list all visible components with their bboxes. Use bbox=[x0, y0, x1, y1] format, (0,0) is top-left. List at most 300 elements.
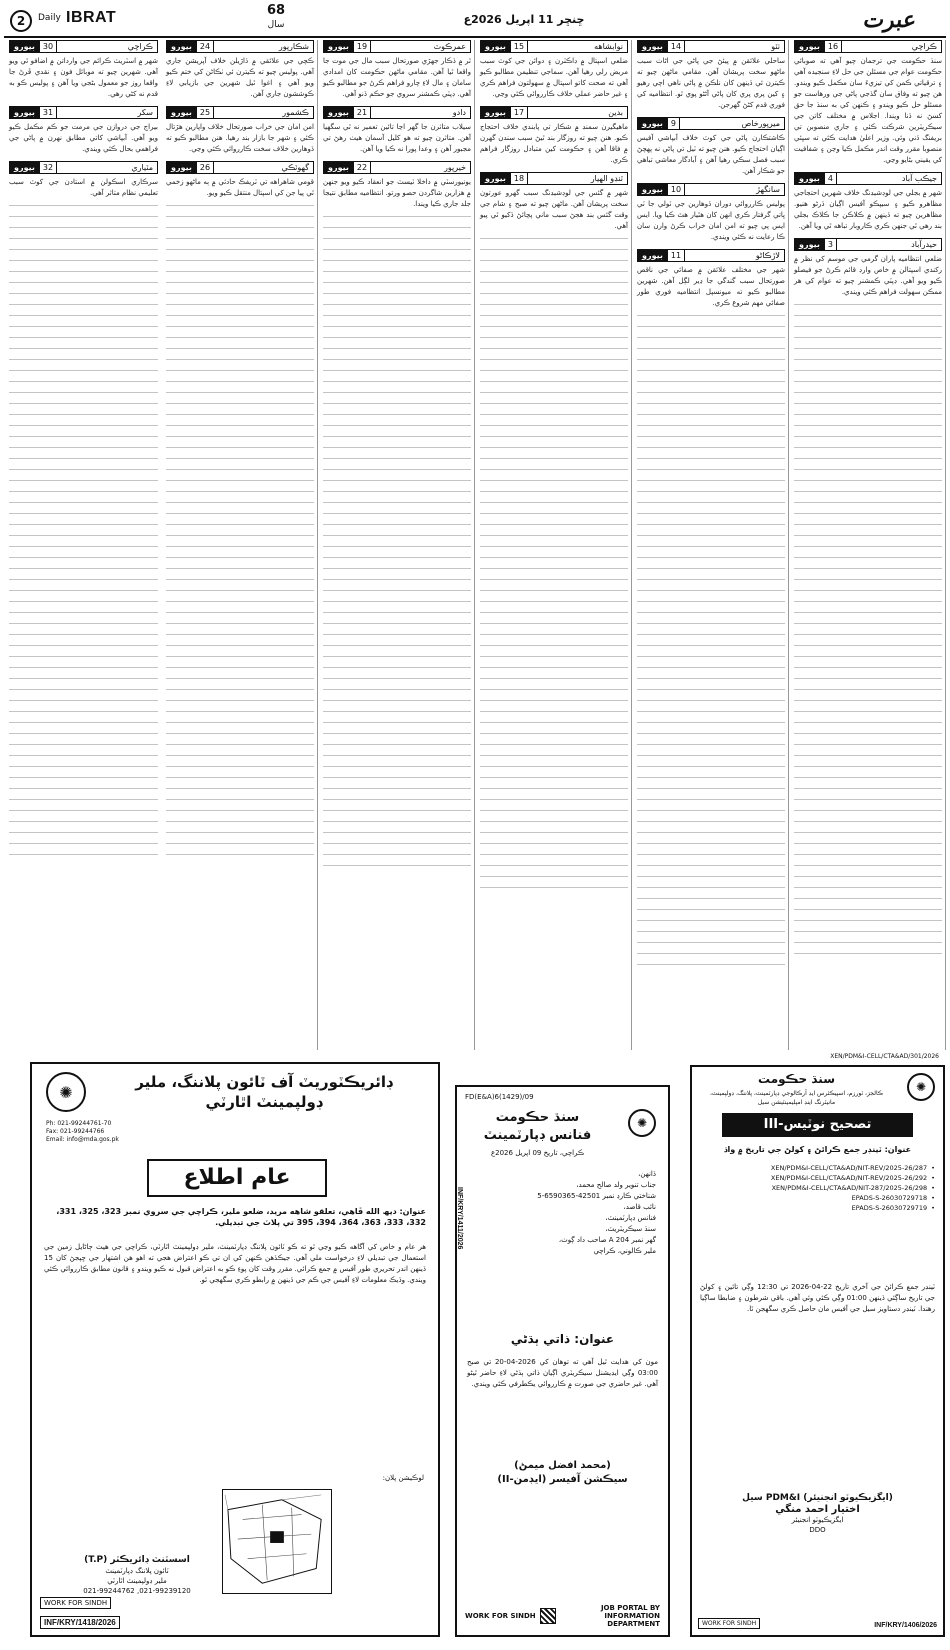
story-place: ڪراچي bbox=[911, 42, 937, 51]
text-line-placeholder bbox=[166, 733, 314, 744]
tender-number: XEN/PDM&I-CELL/CTA&AD/NIT-REV/2025-26/287 bbox=[770, 1164, 928, 1172]
news-story bbox=[323, 161, 471, 210]
text-line-placeholder bbox=[637, 810, 785, 821]
text-line-placeholder bbox=[9, 480, 158, 491]
text-line-placeholder bbox=[480, 579, 628, 590]
text-line-placeholder bbox=[480, 447, 628, 458]
text-line-placeholder bbox=[637, 612, 785, 623]
text-line-placeholder bbox=[323, 546, 471, 557]
text-line-placeholder bbox=[794, 722, 942, 733]
story-header bbox=[9, 40, 158, 53]
text-line-placeholder bbox=[323, 568, 471, 579]
text-line-placeholder bbox=[9, 370, 158, 381]
bullet-icon: • bbox=[931, 1194, 935, 1202]
text-line-placeholder bbox=[480, 766, 628, 777]
text-line-placeholder bbox=[323, 249, 471, 260]
story-place: ميرپورخاص bbox=[741, 119, 780, 128]
text-line-placeholder bbox=[480, 634, 628, 645]
sindh-govt-seal-icon: ✺ bbox=[907, 1073, 935, 1101]
text-line-placeholder bbox=[637, 953, 785, 964]
text-line-placeholder bbox=[637, 601, 785, 612]
text-line-placeholder bbox=[794, 392, 942, 403]
text-line-placeholder bbox=[166, 469, 314, 480]
corrigendum-sign-line2: DDO bbox=[809, 1526, 826, 1534]
public-notice-title: عام اطلاع bbox=[147, 1159, 327, 1197]
text-line-placeholder bbox=[794, 469, 942, 480]
text-line-placeholder bbox=[794, 656, 942, 667]
text-line-placeholder bbox=[480, 777, 628, 788]
corrigendum-dept: ڪالجز، ٽورزم، اسپيڪٽرس ايڊ آرڪالوجي ڊپارٽمينٽ، پلاننگ، ڊولپمينٽ، مانيٽرنگ اينڊ امپليمينٽيشن سيل bbox=[709, 1090, 884, 1106]
column-continuation bbox=[791, 304, 945, 964]
text-line-placeholder bbox=[794, 535, 942, 546]
story-bureau: بيورو bbox=[10, 41, 39, 52]
corrigendum-sign-line1: ايگزيڪيوٽو انجنيئر bbox=[791, 1516, 844, 1524]
text-line-placeholder bbox=[637, 469, 785, 480]
text-line-placeholder bbox=[9, 634, 158, 645]
story-place: جيڪب آباد bbox=[901, 174, 937, 183]
text-line-placeholder bbox=[9, 777, 158, 788]
text-line-placeholder bbox=[166, 568, 314, 579]
text-line-placeholder bbox=[9, 513, 158, 524]
text-line-placeholder bbox=[9, 667, 158, 678]
story-place: نوابشاهه bbox=[594, 42, 623, 51]
text-line-placeholder bbox=[480, 359, 628, 370]
text-line-placeholder bbox=[794, 359, 942, 370]
text-line-placeholder bbox=[794, 579, 942, 590]
mda-sign-phone: 021-99239120, 021-99244762 bbox=[83, 1587, 191, 1595]
news-story bbox=[637, 249, 785, 309]
text-line-placeholder bbox=[9, 249, 158, 260]
text-line-placeholder bbox=[323, 315, 471, 326]
story-number: 32 bbox=[39, 162, 57, 173]
text-line-placeholder bbox=[637, 370, 785, 381]
story-header bbox=[323, 161, 471, 174]
story-bureau: بيورو bbox=[324, 41, 353, 52]
text-line-placeholder bbox=[794, 645, 942, 656]
text-line-placeholder bbox=[9, 502, 158, 513]
work-for-sindh-badge: WORK FOR SINDH bbox=[465, 1612, 536, 1620]
text-line-placeholder bbox=[9, 755, 158, 766]
text-line-placeholder bbox=[637, 766, 785, 777]
story-text: ماهيگيرن سمنڊ ۾ شڪار تي پابندي خلاف احتجاج ڪيو. هنن چيو ته روزگار بند ٿيڻ سبب سندن گهرن ۾ فاقا آهن ۽ حڪومت کين متبادل روزگار فراهم ڪري. bbox=[480, 123, 628, 164]
text-line-placeholder bbox=[637, 568, 785, 579]
text-line-placeholder bbox=[480, 392, 628, 403]
story-text: قومي شاهراهه تي ٽريفڪ حادثي ۾ ٻه ماڻهو زخمي ٿي پيا جن کي اسپتال منتقل ڪيو ويو. bbox=[166, 178, 314, 197]
text-line-placeholder bbox=[794, 414, 942, 425]
text-line-placeholder bbox=[323, 777, 471, 788]
finance-sign-name: (محمد افضل ميمڻ) bbox=[514, 1460, 611, 1471]
text-line-placeholder bbox=[323, 447, 471, 458]
news-column bbox=[163, 40, 318, 1050]
story-header bbox=[637, 117, 785, 130]
text-line-placeholder bbox=[637, 898, 785, 909]
text-line-placeholder bbox=[166, 777, 314, 788]
text-line-placeholder bbox=[166, 722, 314, 733]
text-line-placeholder bbox=[166, 315, 314, 326]
text-line-placeholder bbox=[637, 359, 785, 370]
story-number: 19 bbox=[353, 41, 371, 52]
text-line-placeholder bbox=[480, 370, 628, 381]
text-line-placeholder bbox=[637, 502, 785, 513]
story-bureau: بيورو bbox=[638, 118, 667, 129]
text-line-placeholder bbox=[794, 788, 942, 799]
text-line-placeholder bbox=[637, 436, 785, 447]
text-line-placeholder bbox=[9, 788, 158, 799]
text-line-placeholder bbox=[9, 425, 158, 436]
text-line-placeholder bbox=[480, 337, 628, 348]
news-story bbox=[794, 40, 942, 166]
story-bureau: بيورو bbox=[638, 41, 667, 52]
story-place: حيدرآباد bbox=[911, 240, 937, 249]
news-column bbox=[791, 40, 946, 1050]
text-line-placeholder bbox=[166, 436, 314, 447]
story-text: يونيورسٽي ۾ داخلا ٽيسٽ جو انعقاد ڪيو ويو جنهن ۾ هزارين شاگردن حصو ورتو. انتظاميه مطابق نتيجا جلد جاري ڪيا ويندا. bbox=[323, 178, 471, 208]
text-line-placeholder bbox=[794, 887, 942, 898]
text-line-placeholder bbox=[323, 689, 471, 700]
text-line-placeholder bbox=[323, 458, 471, 469]
story-number: 16 bbox=[824, 41, 842, 52]
year-number: 68 bbox=[266, 3, 286, 18]
text-line-placeholder bbox=[323, 634, 471, 645]
story-header bbox=[637, 183, 785, 196]
column-continuation bbox=[634, 315, 788, 975]
tender-number: XEN/PDM&I-CELL/CTA&AD/NIT-REV/2025-26/292 bbox=[770, 1174, 928, 1182]
text-line-placeholder bbox=[637, 755, 785, 766]
text-line-placeholder bbox=[637, 425, 785, 436]
text-line-placeholder bbox=[637, 865, 785, 876]
text-line-placeholder bbox=[166, 821, 314, 832]
text-line-placeholder bbox=[166, 359, 314, 370]
text-line-placeholder bbox=[637, 788, 785, 799]
text-line-placeholder bbox=[480, 799, 628, 810]
story-bureau: بيورو bbox=[481, 107, 510, 118]
news-column bbox=[6, 40, 161, 1050]
text-line-placeholder bbox=[166, 689, 314, 700]
text-line-placeholder bbox=[794, 733, 942, 744]
text-line-placeholder bbox=[480, 513, 628, 524]
text-line-placeholder bbox=[794, 403, 942, 414]
text-line-placeholder bbox=[480, 744, 628, 755]
story-bureau: بيورو bbox=[638, 184, 667, 195]
text-line-placeholder bbox=[166, 205, 314, 216]
text-line-placeholder bbox=[166, 480, 314, 491]
text-line-placeholder bbox=[323, 425, 471, 436]
text-line-placeholder bbox=[323, 238, 471, 249]
story-text: امن امان جي خراب صورتحال خلاف واپارين هڙتال ڪئي ۽ شهر جا بازار بند رهيا. هنن مطالبو ڪيو ته ڏوهارين خلاف سخت ڪارروائي ڪئي وڃي. bbox=[166, 123, 314, 153]
text-line-placeholder bbox=[480, 260, 628, 271]
corrigendum-signature bbox=[700, 1492, 935, 1535]
text-line-placeholder bbox=[794, 513, 942, 524]
text-line-placeholder bbox=[166, 623, 314, 634]
story-number: 9 bbox=[667, 118, 680, 129]
work-for-sindh-badge: WORK FOR SINDH bbox=[698, 1618, 760, 1629]
text-line-placeholder bbox=[794, 447, 942, 458]
text-line-placeholder bbox=[166, 370, 314, 381]
story-bureau: بيورو bbox=[638, 250, 667, 261]
story-place: عمرڪوٽ bbox=[433, 42, 466, 51]
mda-sign-line1: ٽائون پلاننگ ڊپارٽمينٽ bbox=[105, 1567, 169, 1575]
text-line-placeholder bbox=[323, 480, 471, 491]
text-line-placeholder bbox=[323, 337, 471, 348]
story-place: ٺٽو bbox=[771, 42, 780, 51]
text-line-placeholder bbox=[637, 480, 785, 491]
news-story bbox=[166, 40, 314, 100]
story-text: سرڪاري اسڪولن ۾ استادن جي کوٽ سبب تعليمي نظام متاثر آهي. bbox=[9, 178, 158, 197]
text-line-placeholder bbox=[480, 348, 628, 359]
text-line-placeholder bbox=[166, 326, 314, 337]
location-plan-map bbox=[222, 1489, 332, 1594]
text-line-placeholder bbox=[323, 865, 471, 876]
bullet-icon: • bbox=[931, 1204, 935, 1212]
text-line-placeholder bbox=[637, 557, 785, 568]
news-story bbox=[9, 106, 158, 155]
text-line-placeholder bbox=[323, 535, 471, 546]
text-line-placeholder bbox=[166, 700, 314, 711]
text-line-placeholder bbox=[166, 645, 314, 656]
text-line-placeholder bbox=[9, 293, 158, 304]
text-line-placeholder bbox=[480, 557, 628, 568]
text-line-placeholder bbox=[480, 568, 628, 579]
story-text: سيلاب متاثرن جا گهر اڃا تائين تعمير نه ٿي سگهيا آهن. متاثرن چيو ته هو کليل آسمان هيٺ رهڻ تي مجبور آهن ۽ وعدا پورا نه ڪيا ويا آهن. bbox=[323, 123, 471, 153]
text-line-placeholder bbox=[166, 282, 314, 293]
page-number: 2 bbox=[10, 10, 32, 32]
story-place: لاڙڪاڻو bbox=[755, 251, 780, 260]
work-for-sindh-badge: WORK FOR SINDH bbox=[40, 1597, 111, 1609]
text-line-placeholder bbox=[637, 535, 785, 546]
text-line-placeholder bbox=[9, 392, 158, 403]
news-story bbox=[637, 117, 785, 177]
text-line-placeholder bbox=[794, 304, 942, 315]
text-line-placeholder bbox=[637, 678, 785, 689]
text-line-placeholder bbox=[637, 667, 785, 678]
text-line-placeholder bbox=[166, 590, 314, 601]
text-line-placeholder bbox=[9, 359, 158, 370]
story-bureau: بيورو bbox=[10, 107, 39, 118]
text-line-placeholder bbox=[166, 293, 314, 304]
story-bureau: بيورو bbox=[481, 41, 510, 52]
text-line-placeholder bbox=[9, 711, 158, 722]
text-line-placeholder bbox=[166, 535, 314, 546]
mda-phone: Ph: 021-99244761-70 bbox=[46, 1120, 112, 1127]
text-line-placeholder bbox=[166, 337, 314, 348]
text-line-placeholder bbox=[323, 557, 471, 568]
text-line-placeholder bbox=[480, 403, 628, 414]
text-line-placeholder bbox=[9, 557, 158, 568]
text-line-placeholder bbox=[794, 370, 942, 381]
tender-number-row bbox=[700, 1203, 935, 1213]
text-line-placeholder bbox=[637, 645, 785, 656]
story-number: 10 bbox=[667, 184, 685, 195]
text-line-placeholder bbox=[637, 392, 785, 403]
text-line-placeholder bbox=[323, 744, 471, 755]
text-line-placeholder bbox=[166, 832, 314, 843]
text-line-placeholder bbox=[9, 348, 158, 359]
tender-number-row bbox=[700, 1183, 935, 1193]
text-line-placeholder bbox=[9, 623, 158, 634]
text-line-placeholder bbox=[637, 513, 785, 524]
text-line-placeholder bbox=[480, 656, 628, 667]
finance-signature bbox=[467, 1459, 658, 1487]
text-line-placeholder bbox=[9, 381, 158, 392]
story-place: گهوٽڪي bbox=[281, 163, 309, 172]
story-place: دادو bbox=[452, 108, 466, 117]
story-number: 11 bbox=[667, 250, 685, 261]
text-line-placeholder bbox=[794, 436, 942, 447]
text-line-placeholder bbox=[323, 436, 471, 447]
text-line-placeholder bbox=[323, 469, 471, 480]
text-line-placeholder bbox=[323, 601, 471, 612]
text-line-placeholder bbox=[480, 238, 628, 249]
mda-email: Email: info@mda.gos.pk bbox=[46, 1136, 119, 1143]
text-line-placeholder bbox=[637, 381, 785, 392]
finance-footer bbox=[465, 1605, 660, 1627]
tender-number: EPADS-S-26030729718 bbox=[851, 1194, 928, 1202]
text-line-placeholder bbox=[323, 612, 471, 623]
story-text: شهر ۾ اسٽريٽ ڪرائم جي وارداتن ۾ اضافو ٿي ويو آهي. شهرين چيو ته موبائل فون ۽ نقدي ڦرڻ جا واقعا روز جو معمول بڻجي ويا آهن ۽ پوليس ڪو به قدم نه کڻي رهي. bbox=[9, 57, 158, 98]
text-line-placeholder bbox=[166, 546, 314, 557]
recipient-line: جناب تنوير ولد صالح محمد، bbox=[576, 1181, 656, 1189]
story-header bbox=[9, 106, 158, 119]
text-line-placeholder bbox=[9, 447, 158, 458]
finance-recipient bbox=[469, 1169, 656, 1257]
news-story bbox=[794, 238, 942, 298]
text-line-placeholder bbox=[637, 733, 785, 744]
text-line-placeholder bbox=[794, 766, 942, 777]
text-line-placeholder bbox=[794, 865, 942, 876]
text-line-placeholder bbox=[166, 271, 314, 282]
story-text: ضلعي انتظاميه پاران گرمي جي موسم کي نظر ۾ رکندي اسپتالن ۾ خاص وارڊ قائم ڪرڻ جو فيصلو ڪيو ويو آهي. ڊپٽي ڪمشنر چيو ته عوام کي هر ممڪن سهولت فراهم ڪئي ويندي. bbox=[794, 255, 942, 296]
text-line-placeholder bbox=[637, 700, 785, 711]
text-line-placeholder bbox=[9, 458, 158, 469]
story-bureau: بيورو bbox=[795, 239, 824, 250]
text-line-placeholder bbox=[166, 227, 314, 238]
story-place: شڪارپور bbox=[278, 42, 309, 51]
text-line-placeholder bbox=[9, 799, 158, 810]
text-line-placeholder bbox=[166, 810, 314, 821]
text-line-placeholder bbox=[637, 656, 785, 667]
text-line-placeholder bbox=[794, 832, 942, 843]
mda-ad-ref: INF/KRY/1418/2026 bbox=[40, 1616, 120, 1629]
text-line-placeholder bbox=[9, 590, 158, 601]
bullet-icon: • bbox=[931, 1174, 935, 1182]
text-line-placeholder bbox=[637, 447, 785, 458]
news-story bbox=[323, 106, 471, 155]
story-header bbox=[166, 161, 314, 174]
news-story bbox=[637, 183, 785, 243]
text-line-placeholder bbox=[9, 546, 158, 557]
public-notice-body: هر عام و خاص کي آگاهه ڪيو وڃي ٿو ته ڪو ٽائون پلاننگ ڊپارٽمينٽ، ملير ڊولپمينٽ اٿارٽي، ڪراچي جي هيٺ ڄاڻايل زمين جي استعمال جي تبديلي لاءِ درخواست ملي آهي. جيڪڏهن ڪنهن کي ان تي ڪو اعتراض هجي ته اهو هن اشتهار جي ڇپجڻ کان 15 ڏينهن اندر تحريري طور آفيس ۾ جمع ڪرائي. مقرر وقت کان پوءِ ڪو به اعتراض قبول نه ڪيو ويندو ۽ قانون مطابق ڪارروائي ڪئي ويندي. وڌيڪ معلومات لاءِ آفيس جي ڪم جي ڏينهن ۾ رابطو ڪري سگهجي ٿو. bbox=[44, 1243, 426, 1284]
text-line-placeholder bbox=[9, 491, 158, 502]
text-line-placeholder bbox=[323, 304, 471, 315]
mda-header: ڊائريڪٽوريٽ آف ٽائون پلاننگ، ملير ڊولپمينٽ اٿارٽي bbox=[135, 1073, 393, 1111]
story-number: 4 bbox=[824, 173, 837, 184]
text-line-placeholder bbox=[480, 425, 628, 436]
text-line-placeholder bbox=[323, 414, 471, 425]
story-bureau: بيورو bbox=[167, 41, 196, 52]
text-line-placeholder bbox=[166, 524, 314, 535]
text-line-placeholder bbox=[166, 491, 314, 502]
text-line-placeholder bbox=[166, 788, 314, 799]
text-line-placeholder bbox=[323, 766, 471, 777]
corrigendum-title: تصحيح نوٽيس-III bbox=[722, 1113, 913, 1137]
text-line-placeholder bbox=[9, 469, 158, 480]
text-line-placeholder bbox=[637, 832, 785, 843]
text-line-placeholder bbox=[166, 403, 314, 414]
text-line-placeholder bbox=[9, 854, 158, 865]
text-line-placeholder bbox=[637, 876, 785, 887]
text-line-placeholder bbox=[9, 403, 158, 414]
story-bureau: بيورو bbox=[167, 107, 196, 118]
text-line-placeholder bbox=[9, 744, 158, 755]
story-place: ٽنڊو الهيار bbox=[590, 174, 623, 183]
story-text: شهر ۾ بجلي جي لوڊشيڊنگ خلاف شهرين احتجاجي مظاهرو ڪيو ۽ سيپڪو آفيس اڳيان ڌرڻو هنيو. مظاهرين چيو ته ڏينهن ۾ ڪلاڪن جا ڪلاڪ بجلي بند رهي ٿي جنهن ڪري ڪاروبار تباهه ٿي ويا آهن. bbox=[794, 189, 942, 230]
text-line-placeholder bbox=[794, 425, 942, 436]
text-line-placeholder bbox=[480, 414, 628, 425]
text-line-placeholder bbox=[794, 942, 942, 953]
story-number: 17 bbox=[510, 107, 528, 118]
text-line-placeholder bbox=[323, 216, 471, 227]
story-text: بيراج جي دروازن جي مرمت جو ڪم مڪمل ڪيو ويو آهي. آبپاشي کاتي مطابق نهرن ۾ پاڻي جي فراهمي بحال ڪئي ويندي. bbox=[9, 123, 158, 153]
text-line-placeholder bbox=[794, 557, 942, 568]
story-number: 26 bbox=[196, 162, 214, 173]
column-continuation bbox=[163, 205, 317, 865]
text-line-placeholder bbox=[166, 502, 314, 513]
text-line-placeholder bbox=[637, 843, 785, 854]
story-bureau: بيورو bbox=[481, 173, 510, 184]
news-column bbox=[320, 40, 475, 1050]
text-line-placeholder bbox=[794, 799, 942, 810]
text-line-placeholder bbox=[794, 777, 942, 788]
text-line-placeholder bbox=[794, 634, 942, 645]
text-line-placeholder bbox=[794, 898, 942, 909]
paper-logo: عبرت bbox=[861, 7, 919, 33]
recipient-line: گهر نمبر A 204 صاحب داد ڳوٺ، bbox=[558, 1236, 656, 1244]
story-place: سانگهڙ bbox=[756, 185, 780, 194]
text-line-placeholder bbox=[637, 744, 785, 755]
text-line-placeholder bbox=[323, 810, 471, 821]
text-line-placeholder bbox=[480, 733, 628, 744]
news-story bbox=[9, 161, 158, 199]
text-line-placeholder bbox=[9, 524, 158, 535]
text-line-placeholder bbox=[480, 293, 628, 304]
text-line-placeholder bbox=[480, 810, 628, 821]
story-bureau: بيورو bbox=[795, 173, 824, 184]
column-continuation bbox=[477, 238, 631, 898]
text-line-placeholder bbox=[323, 392, 471, 403]
mda-contact bbox=[46, 1120, 226, 1144]
text-line-placeholder bbox=[9, 689, 158, 700]
text-line-placeholder bbox=[794, 491, 942, 502]
text-line-placeholder bbox=[637, 777, 785, 788]
text-line-placeholder bbox=[637, 458, 785, 469]
text-line-placeholder bbox=[637, 854, 785, 865]
finance-header-dept: فنانس ڊپارٽمينٽ bbox=[483, 1128, 592, 1143]
story-text: سنڌ حڪومت جي ترجمان چيو آهي ته صوبائي حڪومت عوام جي مسئلن جي حل لاءِ سنجيده آهي ۽ ترقياتي ڪمن کي تيزيءَ سان مڪمل ڪيو ويندو. هن چيو ته وفاق سان گڏجي پاڻي جي ورهاست جو مسئلو حل ڪيو ويندو ۽ ڪنهن کي به سنڌ جا حق کسڻ نه ڏنا ويندا. اجلاس ۾ مختلف کاتن جي سيڪريٽرين شرڪت ڪئي ۽ جاري منصوبن تي بريفنگ ڏني وئي. وزير اعليٰ هدايت ڪئي ته سڀئي منصوبا مقرر وقت اندر مڪمل ڪيا وڃن ۽ شفافيت کي يقيني بڻايو وڃي. bbox=[794, 57, 942, 164]
recipient-line: فنانس ڊپارٽمينٽ، bbox=[605, 1214, 656, 1222]
story-place: مٽياري bbox=[131, 163, 153, 172]
text-line-placeholder bbox=[323, 623, 471, 634]
text-line-placeholder bbox=[637, 821, 785, 832]
text-line-placeholder bbox=[794, 623, 942, 634]
text-line-placeholder bbox=[9, 656, 158, 667]
text-line-placeholder bbox=[637, 920, 785, 931]
text-line-placeholder bbox=[9, 843, 158, 854]
story-header bbox=[480, 172, 628, 185]
text-line-placeholder bbox=[480, 590, 628, 601]
text-line-placeholder bbox=[794, 821, 942, 832]
mda-fax: Fax: 021-99244766 bbox=[46, 1128, 105, 1135]
text-line-placeholder bbox=[794, 876, 942, 887]
